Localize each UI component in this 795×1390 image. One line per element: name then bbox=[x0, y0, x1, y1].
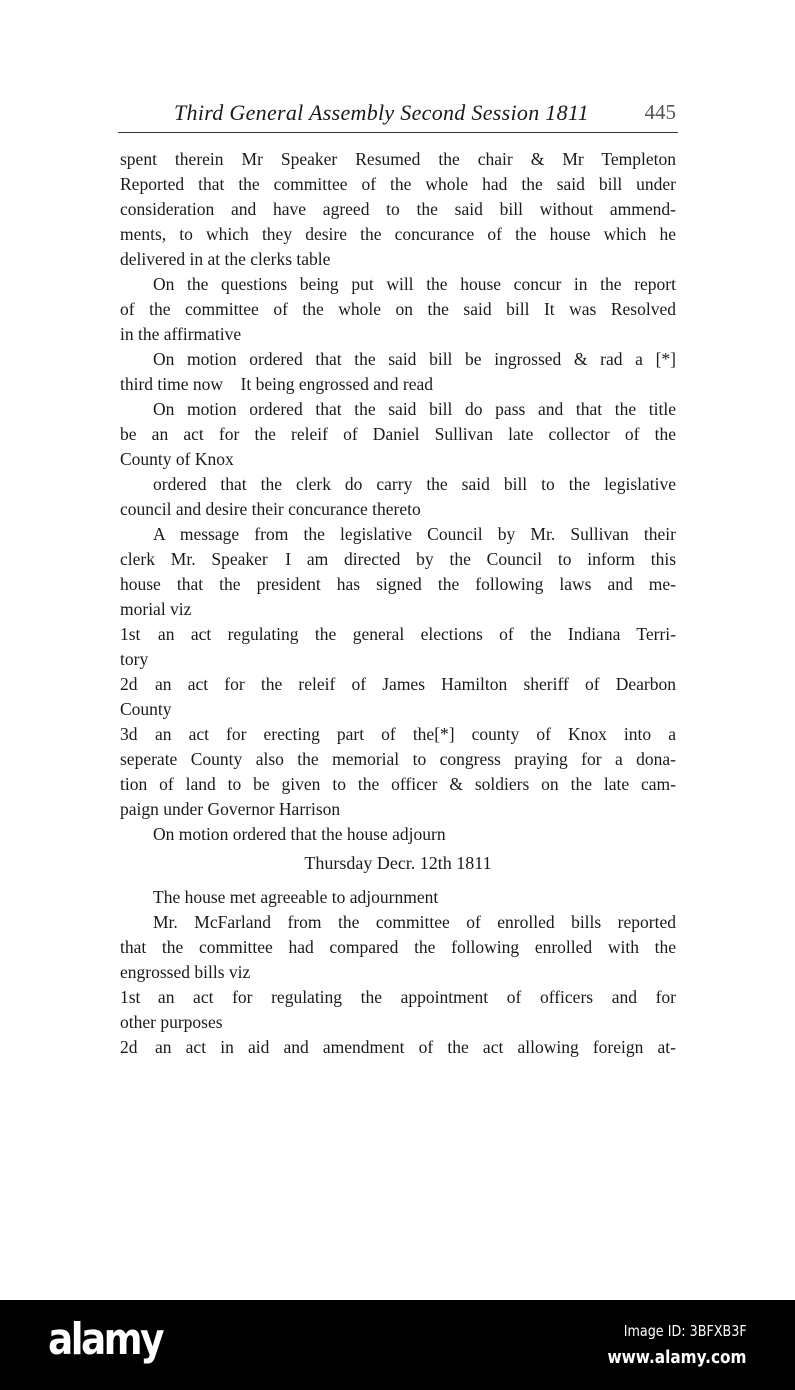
text-line: other purposes bbox=[120, 1012, 223, 1032]
text-block-1 bbox=[120, 147, 676, 847]
text-line: On motion ordered that the said bill do pass and that the title bbox=[153, 399, 676, 419]
text-line: in the affirmative bbox=[120, 324, 242, 344]
site-url: www.alamy.com bbox=[608, 1347, 747, 1368]
text-line: ments, to which they desire the concurance of the house which he bbox=[120, 224, 676, 244]
header-title: Third General Assembly Second Session 1811 bbox=[174, 100, 589, 125]
text-line: County bbox=[120, 699, 172, 719]
text-line: council and desire their concurance thereto bbox=[120, 499, 421, 519]
text-line: 3d an act for erecting part of the[*] county of Knox into a bbox=[120, 724, 676, 744]
text-line: house that the president has signed the following laws and me- bbox=[120, 574, 676, 594]
text-line: engrossed bills viz bbox=[120, 962, 251, 982]
text-line: Reported that the committee of the whole had the said bill under bbox=[120, 174, 676, 194]
text-line: clerk Mr. Speaker I am directed by the Council to inform this bbox=[120, 549, 676, 569]
text-line: consideration and have agreed to the said bill without ammend- bbox=[120, 199, 676, 219]
text-line: Mr. McFarland from the committee of enrolled bills reported bbox=[153, 912, 676, 932]
watermark-bar bbox=[0, 1300, 795, 1390]
text-line: that the committee had compared the following enrolled with the bbox=[120, 937, 676, 957]
running-header bbox=[118, 98, 678, 133]
text-line: tion of land to be given to the officer & soldiers on the late cam- bbox=[120, 774, 676, 794]
date-heading: Thursday Decr. 12th 1811 bbox=[304, 853, 492, 873]
text-line: A message from the legislative Council by Mr. Sullivan their bbox=[153, 524, 676, 544]
text-line: paign under Governor Harrison bbox=[120, 799, 341, 819]
text-line: 1st an act regulating the general elections of the Indiana Terri- bbox=[120, 624, 676, 644]
text-line: seperate County also the memorial to congress praying for a dona- bbox=[120, 749, 676, 769]
text-line: On the questions being put will the house concur in the report bbox=[153, 274, 676, 294]
text-line: morial viz bbox=[120, 599, 192, 619]
text-line: spent therein Mr Speaker Resumed the chair & Mr Templeton bbox=[120, 149, 676, 169]
text-line: ordered that the clerk do carry the said bill to the legislative bbox=[153, 474, 676, 494]
text-line: be an act for the releif of Daniel Sullivan late collector of the bbox=[120, 424, 676, 444]
text-line: On motion ordered that the house adjourn bbox=[153, 824, 446, 844]
text-line: 2d an act in aid and amendment of the act allowing foreign at- bbox=[120, 1037, 676, 1057]
text-block-2 bbox=[120, 885, 676, 1060]
page-number: 445 bbox=[644, 100, 676, 124]
text-line: delivered in at the clerks table bbox=[120, 249, 331, 269]
text-line: third time now It being engrossed and read bbox=[120, 374, 433, 394]
text-line: tory bbox=[120, 649, 149, 669]
text-line: of the committee of the whole on the said bill It was Resolved bbox=[120, 299, 676, 319]
text-line: 1st an act for regulating the appointment of officers and for bbox=[120, 987, 676, 1007]
alamy-logo: alamy bbox=[48, 1314, 162, 1365]
text-line: 2d an act for the releif of James Hamilton sheriff of Dearbon bbox=[120, 674, 676, 694]
text-line: On motion ordered that the said bill be ingrossed & rad a [*] bbox=[153, 349, 676, 369]
text-line: County of Knox bbox=[120, 449, 234, 469]
text-line: The house met agreeable to adjournment bbox=[153, 887, 439, 907]
image-id: Image ID: 3BFXB3F bbox=[623, 1322, 747, 1340]
page-body bbox=[120, 147, 676, 1060]
